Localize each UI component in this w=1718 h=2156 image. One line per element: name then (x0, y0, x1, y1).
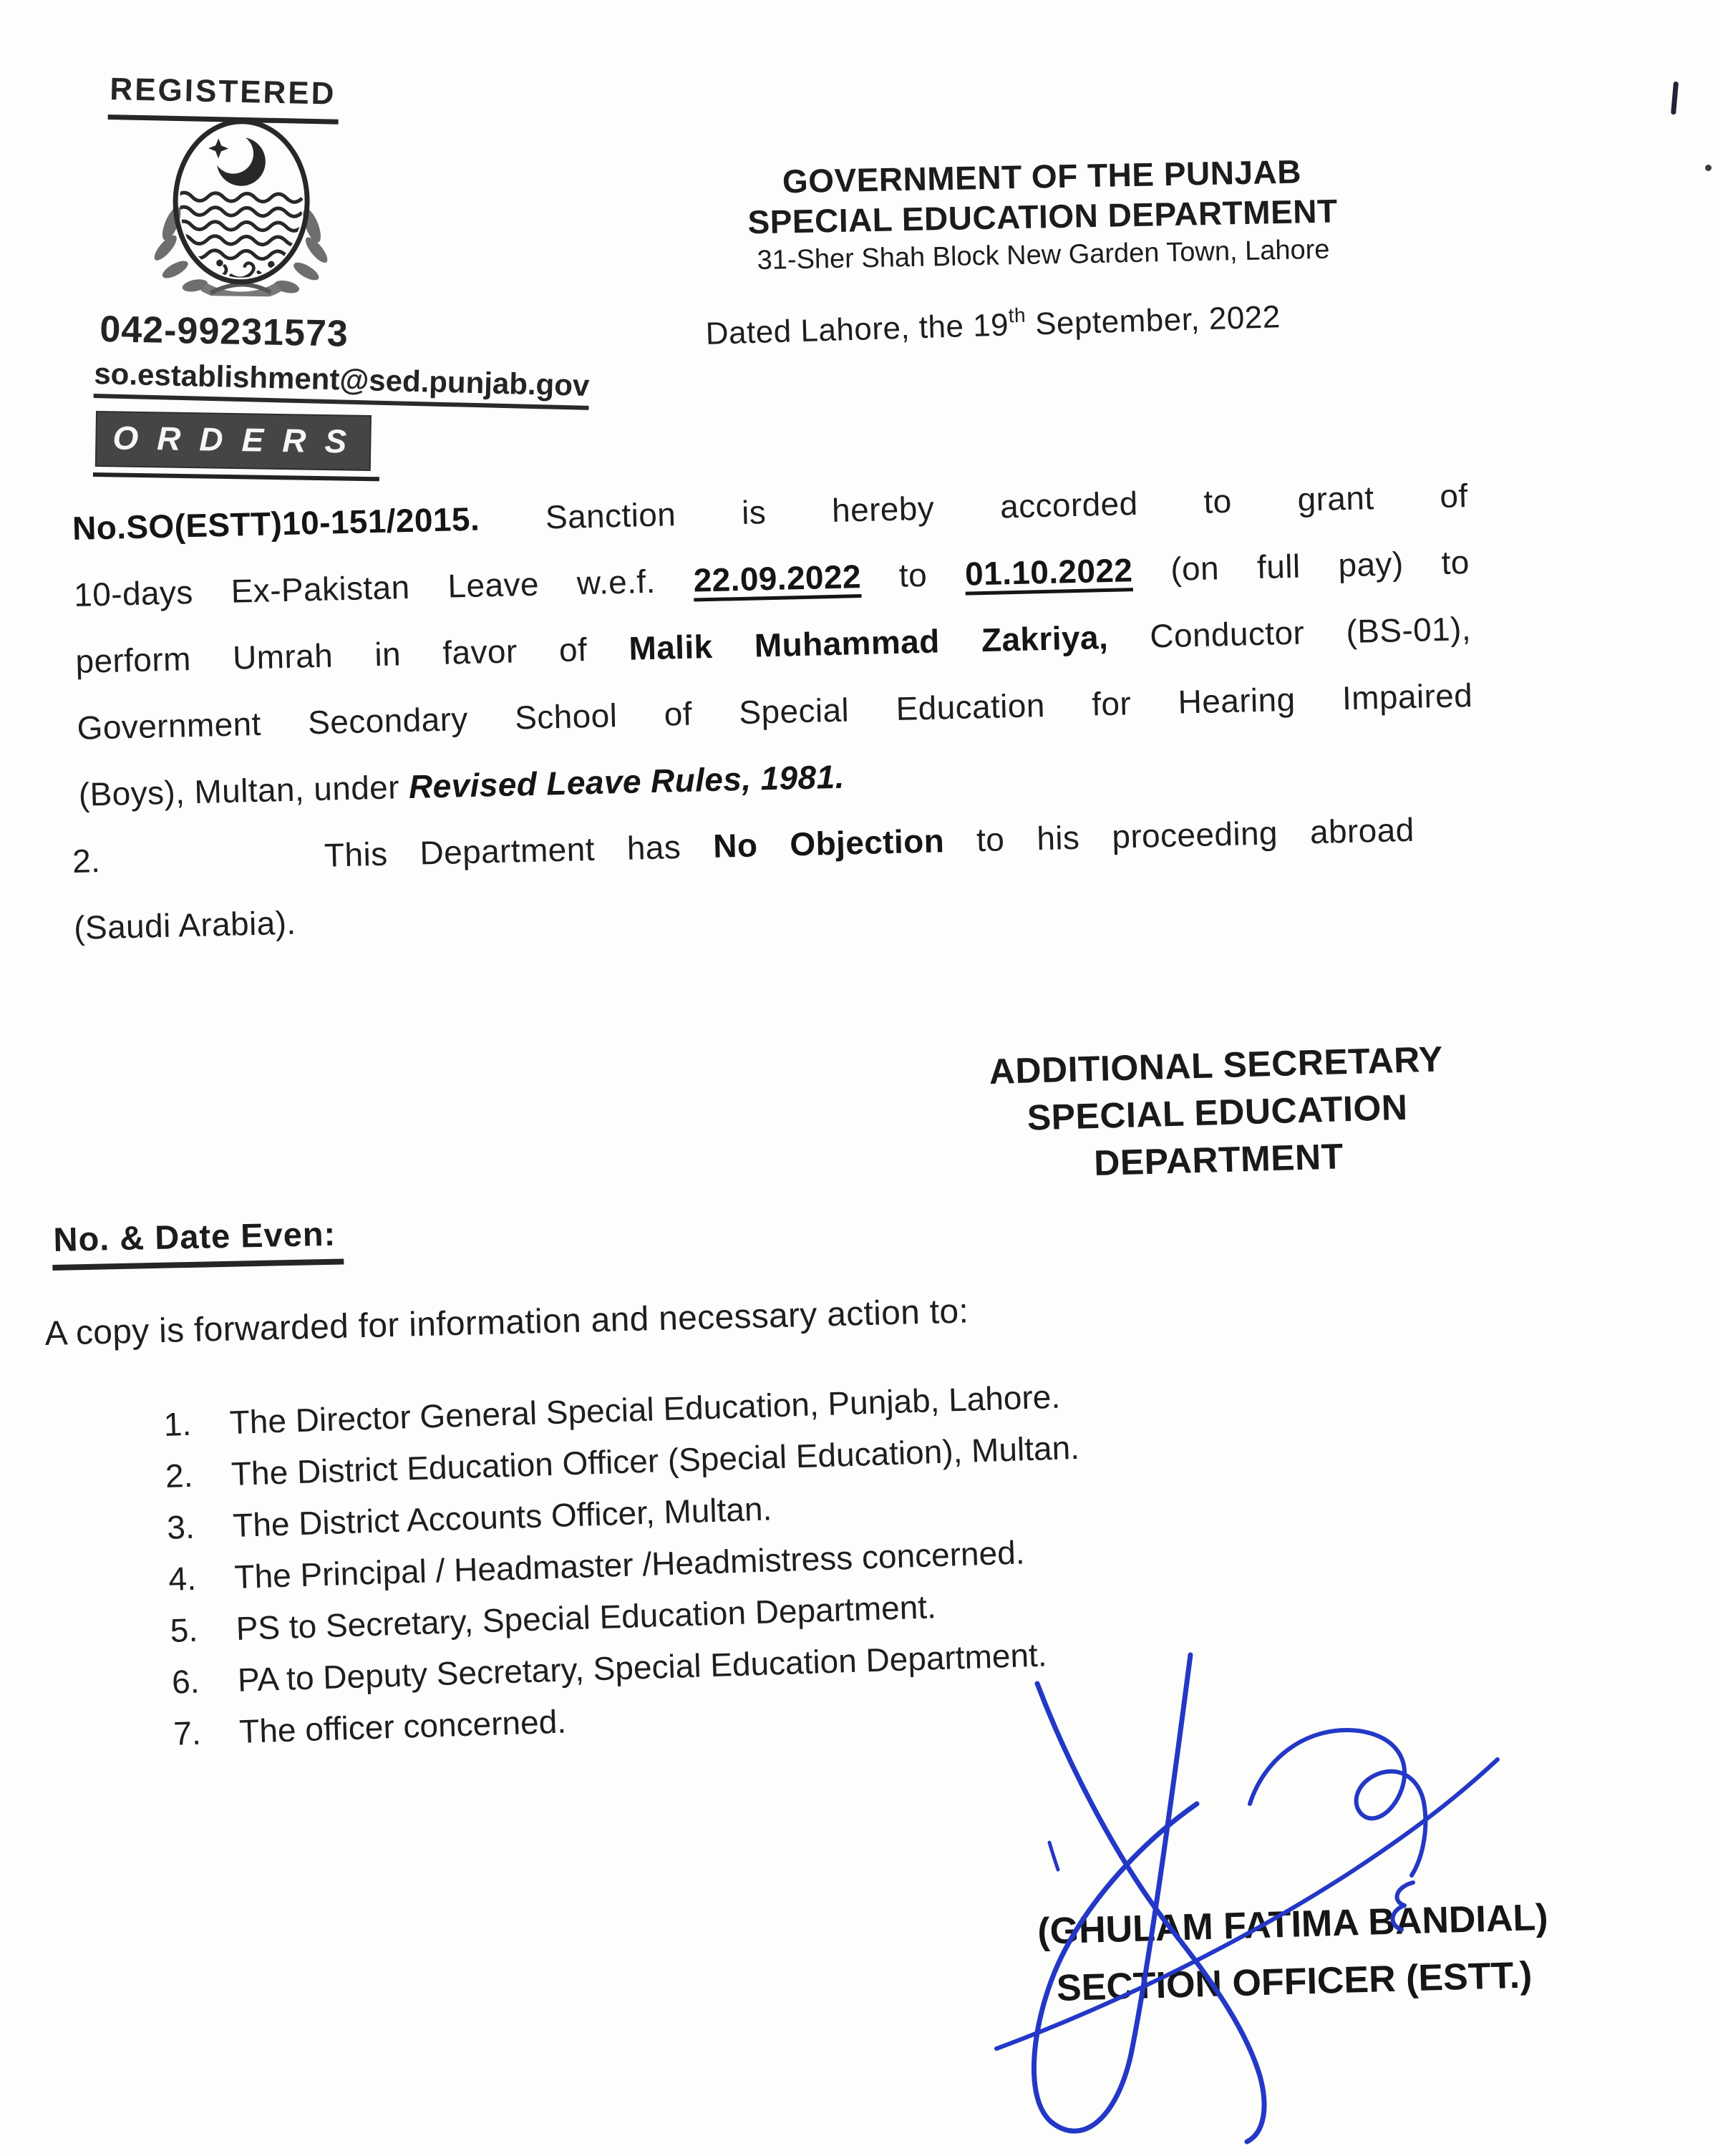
designation-line2: SPECIAL EDUCATION (1027, 1087, 1409, 1138)
date-line: Dated Lahore, the 19th September, 2022 (705, 299, 1281, 351)
para1-line4: Government Secondary School of Special Education for Hearing Impaired (77, 676, 1473, 747)
even-number-heading: No. & Date Even: (52, 1213, 344, 1271)
forwarding-note: A copy is forwarded for information and necessary action to: (44, 1292, 969, 1353)
order-paragraph (72, 462, 1475, 828)
recipients-list (163, 1379, 1089, 1768)
department-title: SPECIAL EDUCATION DEPARTMENT (747, 192, 1339, 241)
address-line: 31-Sher Shah Block New Garden Town, Lahore (757, 234, 1330, 276)
registered-stamp: REGISTERED (108, 72, 339, 125)
signer-title: SECTION OFFICER (ESTT.) (1056, 1954, 1533, 2009)
scan-artifact-dot (1705, 165, 1712, 171)
letterhead-block (684, 150, 1402, 281)
signer-identity-block (952, 1886, 1635, 2019)
list-item: 2. The District Education Officer (Special Education), Multan. (165, 1428, 1080, 1495)
designation-line1: ADDITIONAL SECRETARY (989, 1039, 1444, 1092)
para1-line1: No.SO(ESTT)10-151/2015. Sanction is hereby accorded to grant of (72, 477, 1469, 547)
list-item: 6. PA to Deputy Secretary, Special Education Department. (171, 1636, 1048, 1701)
list-item: 1. The Director General Special Education, Punjab, Lahore. (162, 1377, 1061, 1443)
signer-name: (GHULAM FATIMA BANDIAL) (1037, 1896, 1549, 1953)
orders-underline (93, 472, 379, 481)
para1-line3: perform Umrah in favor of Malik Muhammad Zakriya, Conductor (BS-01), (74, 610, 1472, 680)
list-item: 4. The Principal / Headmaster /Headmistress concerned. (168, 1533, 1026, 1598)
orders-heading: ORDERS (97, 412, 370, 470)
signatory-designation-block (940, 1034, 1495, 1191)
para1-line2: 10-days Ex-Pakistan Leave w.e.f. 22.09.2022 to 01.10.2022 (on full pay) to (73, 543, 1470, 613)
punjab-crest-logo (150, 116, 353, 298)
paragraph-number: 2. (72, 842, 101, 880)
para2-line1: 2. This Department has No Objection to his proceeding abroad (72, 797, 1415, 895)
list-item: 5. PS to Secretary, Special Education Department. (169, 1588, 937, 1649)
para1-line5: (Boys), Multan, under Revised Leave Rules, 1981. (78, 757, 845, 813)
government-title: GOVERNMENT OF THE PUNJAB (782, 152, 1302, 200)
para2-line2: (Saudi Arabia). (73, 903, 297, 946)
ordinal-suffix: th (1008, 304, 1027, 327)
list-item: 7. The officer concerned. (173, 1702, 567, 1752)
email-address: so.establishment@sed.punjab.gov (94, 356, 590, 410)
list-item: 3. The District Accounts Officer, Multan. (166, 1490, 773, 1546)
scan-artifact-tick (1671, 82, 1679, 115)
designation-line3: DEPARTMENT (1093, 1136, 1344, 1184)
phone-number: 042-99231573 (99, 308, 349, 355)
